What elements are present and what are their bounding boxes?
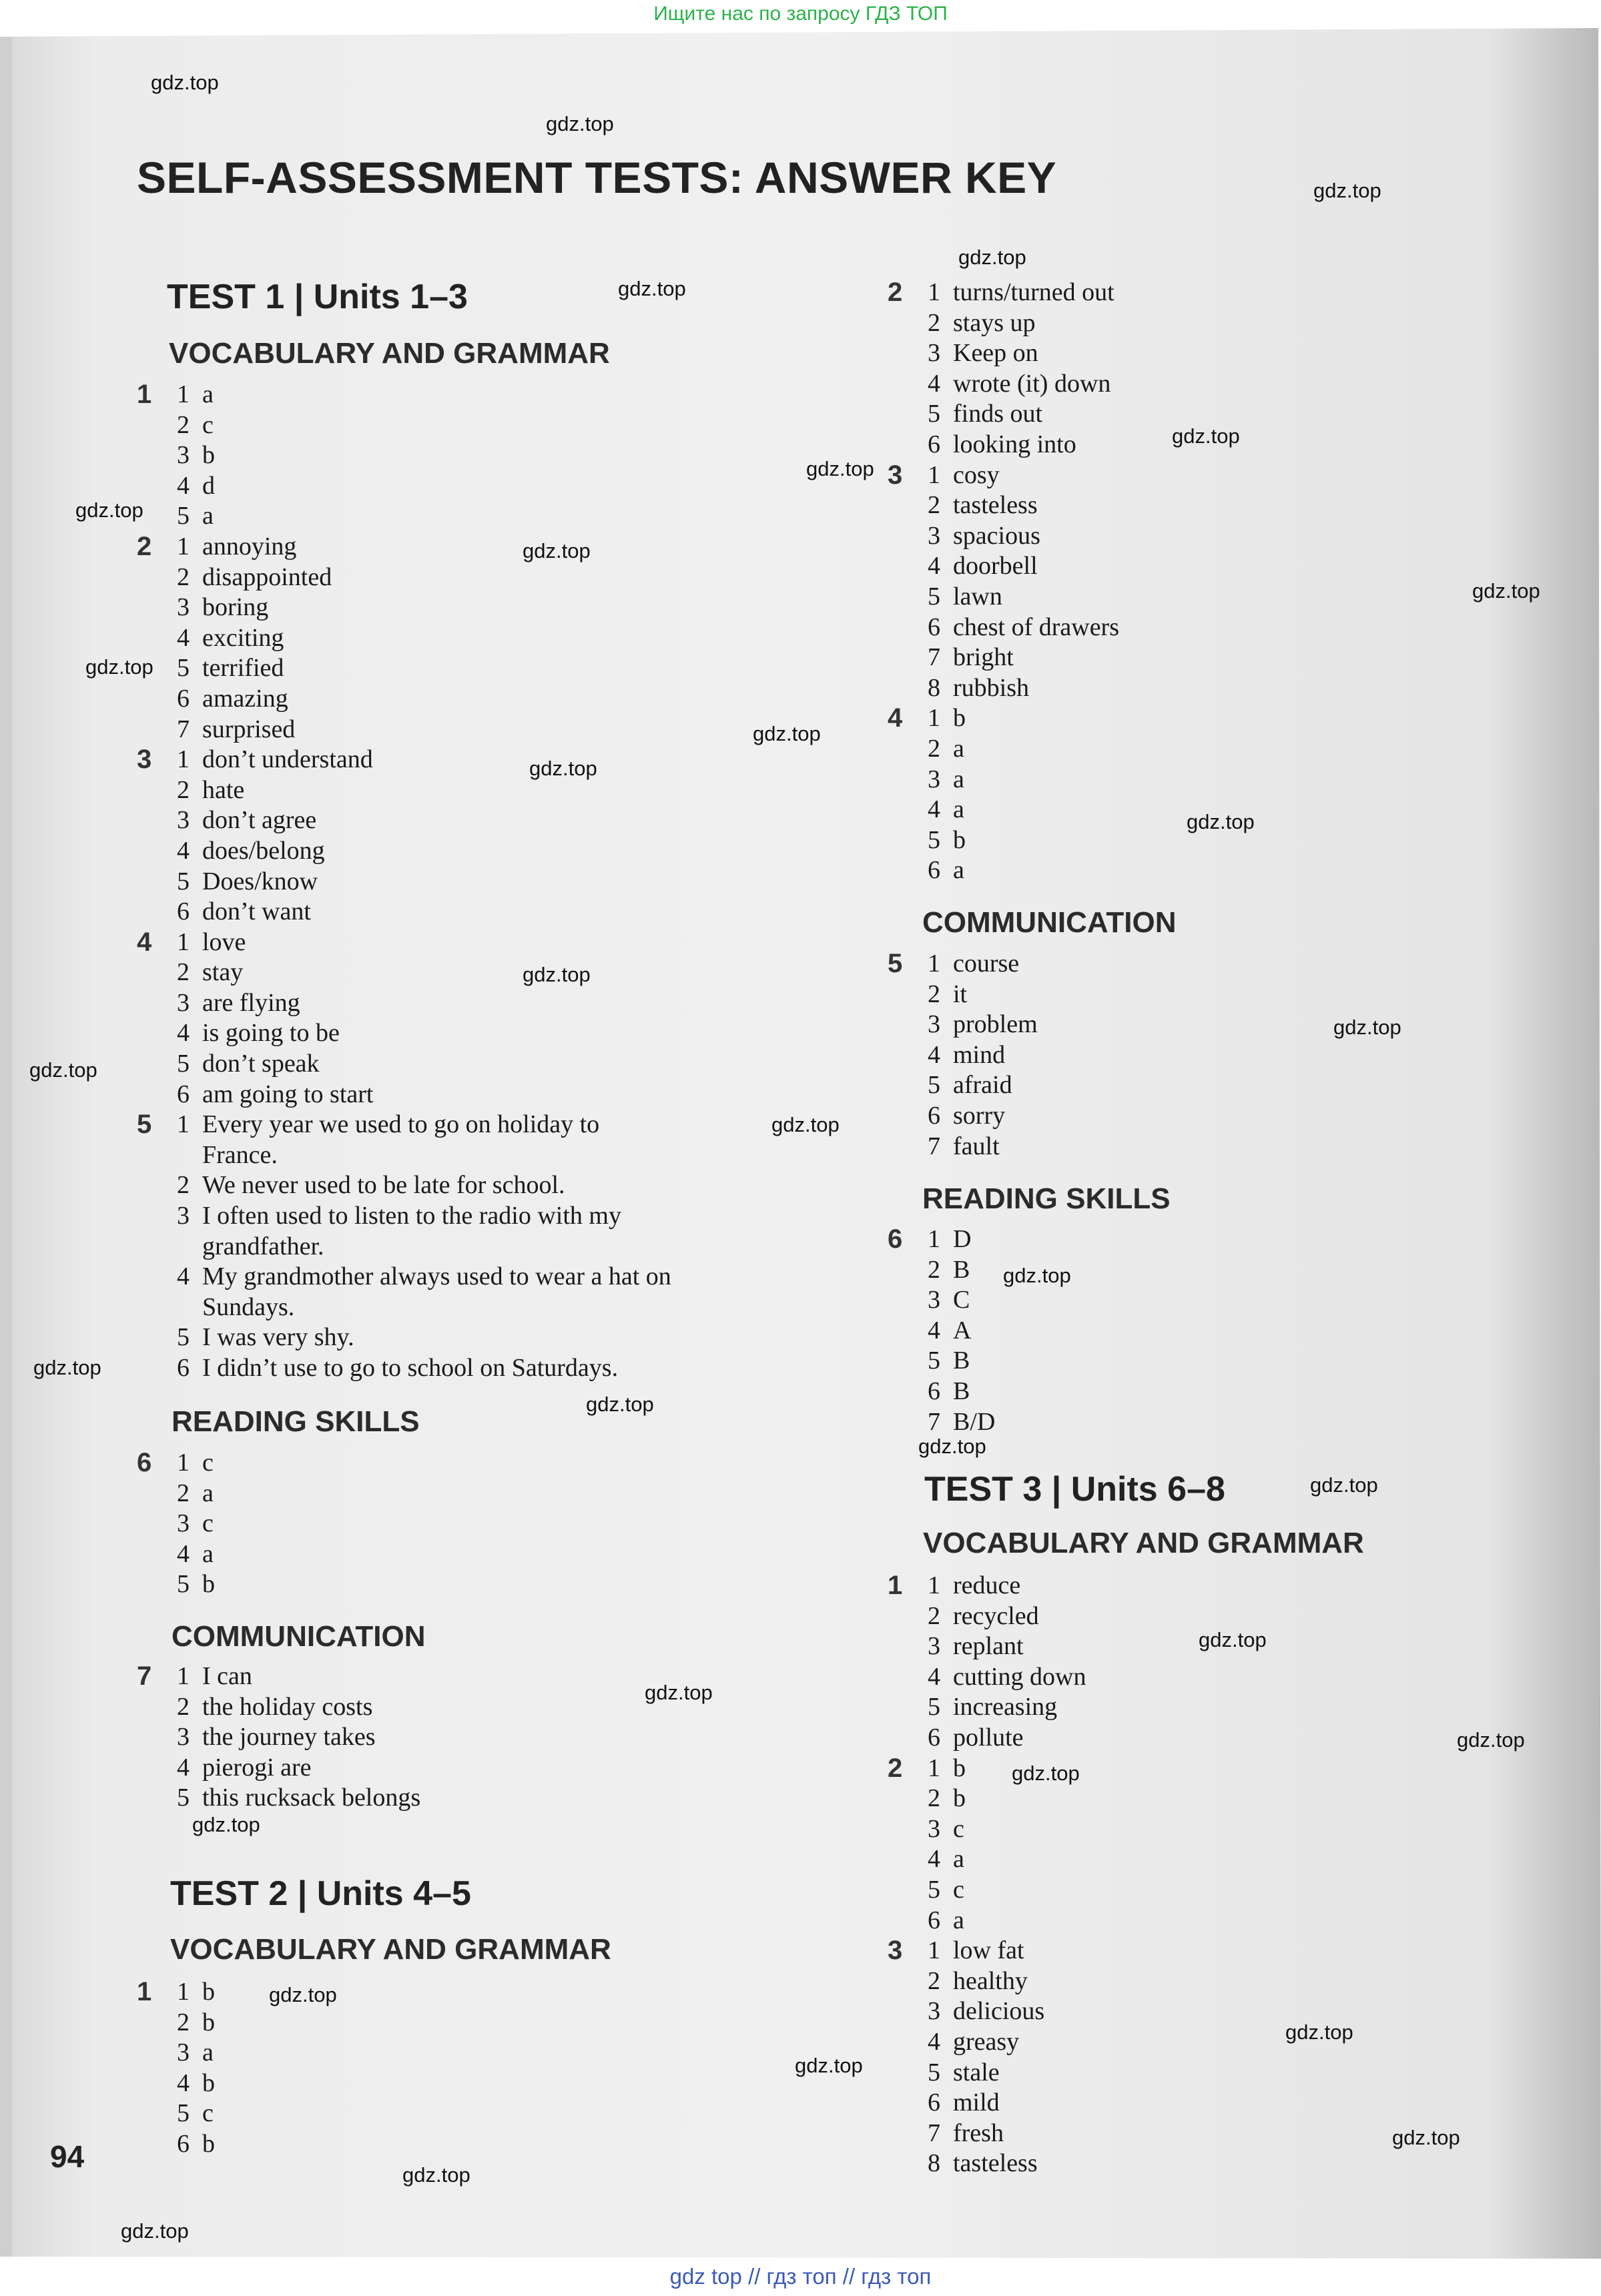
watermark: gdz.top: [1392, 2126, 1460, 2149]
answer-text: reduce: [953, 1571, 1021, 1599]
watermark: gdz.top: [586, 1393, 654, 1416]
item-number: 1: [928, 1754, 940, 1782]
item-number: 3: [177, 441, 190, 470]
item-number: 2: [177, 410, 190, 439]
item-number: 6: [928, 856, 940, 885]
item-number: 6: [928, 430, 940, 458]
item-number: 5: [928, 2058, 940, 2086]
item-number: 6: [177, 684, 190, 713]
question-number: 2: [137, 531, 152, 561]
answer-text: b: [202, 1570, 215, 1599]
answer-text: surprised: [202, 715, 296, 743]
item-number: 3: [177, 2038, 190, 2067]
watermark: gdz.top: [1199, 1628, 1267, 1651]
answer-text: is going to be: [202, 1019, 340, 1048]
answer-text: stays up: [953, 308, 1036, 337]
item-number: 2: [928, 1255, 940, 1284]
item-number: 1: [928, 460, 940, 489]
item-number: 7: [177, 715, 190, 743]
question-number: 5: [137, 1110, 152, 1140]
item-number: 2: [177, 2008, 190, 2036]
item-number: 3: [928, 1632, 940, 1661]
item-number: 1: [177, 1662, 190, 1690]
answer-text: a: [953, 765, 964, 793]
watermark: gdz.top: [546, 112, 614, 135]
item-number: 4: [177, 2068, 190, 2097]
answer-text: a: [953, 1906, 964, 1934]
item-number: 5: [928, 582, 940, 611]
test1-vocab-heading: VOCABULARY AND GRAMMAR: [169, 337, 610, 370]
answer-text: does/belong: [202, 836, 325, 865]
item-number: 2: [928, 1601, 940, 1630]
item-number: 5: [177, 867, 190, 895]
item-number: 4: [928, 1662, 940, 1691]
item-number: 4: [928, 1040, 940, 1069]
watermark: gdz.top: [618, 277, 686, 300]
question-number: 4: [888, 703, 903, 733]
question-number: 3: [888, 460, 903, 490]
answer-text: fresh: [953, 2119, 1004, 2147]
item-number: 5: [928, 1071, 940, 1100]
item-number: 7: [928, 1132, 940, 1160]
answer-text: are flying: [202, 988, 300, 1017]
item-number: 2: [177, 1479, 190, 1507]
page-number: 94: [50, 2139, 85, 2174]
item-number: 6: [928, 1377, 940, 1405]
answer-text: a: [202, 1539, 214, 1568]
item-number: 4: [928, 1316, 940, 1345]
item-number: 1: [928, 1936, 940, 1965]
answer-text: boring: [202, 593, 269, 622]
answer-text: increasing: [953, 1693, 1058, 1721]
answer-text: I was very shy.: [202, 1323, 354, 1352]
answer-text: A: [953, 1316, 972, 1345]
answer-text: course: [953, 949, 1020, 978]
item-number: 4: [928, 2027, 940, 2056]
watermark: gdz.top: [1172, 424, 1240, 448]
item-number: 1: [177, 1449, 190, 1477]
answer-text: mind: [953, 1040, 1006, 1069]
item-number: 3: [177, 593, 190, 622]
item-number: 7: [928, 643, 940, 672]
item-number: 3: [177, 1509, 190, 1538]
item-number: 1: [928, 704, 940, 733]
watermark: gdz.top: [269, 1983, 337, 2006]
answer-text: stale: [953, 2058, 1000, 2086]
item-number: 5: [928, 1693, 940, 1721]
answer-text: mild: [953, 2088, 1000, 2117]
answer-text: c: [953, 1814, 964, 1843]
item-number: 3: [928, 1997, 940, 2026]
answer-text: c: [202, 1509, 214, 1538]
item-number: 2: [928, 980, 940, 1008]
item-number: 3: [928, 1286, 940, 1314]
test1-communication-heading: COMMUNICATION: [172, 1620, 426, 1653]
answer-text: fault: [953, 1132, 1000, 1160]
answer-text: We never used to be late for school.: [202, 1171, 565, 1200]
answer-text: B: [953, 1377, 970, 1405]
top-banner[interactable]: Ищите нас по запросу ГДЗ ТОП: [653, 3, 948, 25]
answer-text: c: [953, 1875, 964, 1904]
answer-text: turns/turned out: [953, 278, 1114, 306]
answer-text: Every year we used to go on holiday to: [202, 1110, 600, 1139]
item-number: 6: [928, 1906, 940, 1934]
item-number: 2: [928, 491, 940, 520]
answer-text: it: [953, 980, 968, 1008]
item-number: 8: [928, 673, 940, 702]
item-number: 3: [177, 1202, 190, 1230]
answer-text: afraid: [953, 1071, 1012, 1100]
item-number: 4: [928, 795, 940, 824]
item-number: 8: [928, 2149, 940, 2178]
answer-text: exciting: [202, 623, 284, 652]
answer-text: D: [953, 1225, 972, 1253]
item-number: 1: [928, 278, 940, 306]
test1-reading-heading: READING SKILLS: [172, 1405, 420, 1438]
answer-text: a: [953, 795, 964, 824]
watermark: gdz.top: [1285, 2020, 1353, 2044]
answer-text: c: [202, 2099, 214, 2128]
answer-text: c: [202, 410, 214, 439]
answer-text: pierogi are: [202, 1753, 312, 1782]
answer-text: b: [202, 1978, 215, 2006]
watermark: gdz.top: [771, 1113, 840, 1136]
answer-text: a: [953, 1845, 964, 1874]
test1-title: TEST 1 | Units 1–3: [167, 278, 468, 316]
answer-text: tasteless: [953, 491, 1038, 520]
answer-text: I often used to listen to the radio with my: [202, 1202, 621, 1230]
item-number: 2: [177, 1692, 190, 1721]
answer-text: this rucksack belongs: [202, 1784, 421, 1812]
watermark: gdz.top: [1310, 1473, 1378, 1497]
answer-text: France.: [202, 1140, 278, 1169]
answer-text: terrified: [202, 654, 284, 683]
question-number: 3: [888, 1936, 903, 1966]
test2-reading-heading: READING SKILLS: [922, 1182, 1171, 1215]
answer-text: the journey takes: [202, 1723, 376, 1752]
question-number: 3: [137, 745, 152, 775]
item-number: 3: [177, 1723, 190, 1752]
answer-text: rubbish: [953, 673, 1029, 702]
answer-text: B: [953, 1255, 970, 1284]
item-number: 6: [928, 2088, 940, 2117]
answer-text: recycled: [953, 1601, 1039, 1630]
item-number: 4: [177, 1262, 190, 1291]
item-number: 2: [928, 308, 940, 337]
answer-text: hate: [202, 775, 245, 804]
answer-text: Sundays.: [202, 1292, 295, 1321]
answer-text: I didn’t use to go to school on Saturdays.: [202, 1354, 619, 1382]
page-title: SELF-ASSESSMENT TESTS: ANSWER KEY: [137, 153, 1057, 202]
item-number: 1: [177, 532, 190, 560]
watermark: gdz.top: [192, 1813, 260, 1836]
item-number: 6: [177, 897, 190, 926]
watermark: gdz.top: [151, 71, 219, 94]
answer-text: b: [202, 2008, 215, 2036]
watermark: gdz.top: [33, 1356, 101, 1379]
item-number: 5: [928, 1347, 940, 1375]
answer-text: finds out: [953, 400, 1043, 428]
answer-text: Does/know: [202, 867, 318, 895]
watermark: gdz.top: [85, 655, 153, 679]
item-number: 1: [177, 1110, 190, 1139]
item-number: 4: [177, 1753, 190, 1782]
answer-text: b: [953, 1754, 966, 1782]
watermark: gdz.top: [1003, 1264, 1071, 1287]
answer-text: a: [202, 380, 214, 408]
item-number: 4: [928, 552, 940, 581]
item-number: 2: [177, 775, 190, 804]
answer-text: amazing: [202, 684, 288, 713]
item-number: 3: [177, 806, 190, 835]
item-number: 2: [928, 1784, 940, 1813]
test2-vocab-heading: VOCABULARY AND GRAMMAR: [170, 1933, 611, 1966]
test2-title: TEST 2 | Units 4–5: [170, 1874, 471, 1913]
watermark: gdz.top: [645, 1681, 713, 1704]
item-number: 5: [928, 825, 940, 854]
item-number: 5: [177, 1323, 190, 1352]
item-number: 6: [177, 1080, 190, 1108]
answer-text: pollute: [953, 1723, 1024, 1752]
answer-text: c: [202, 1449, 214, 1477]
item-number: 3: [928, 1814, 940, 1843]
item-number: 6: [177, 1354, 190, 1382]
item-number: 5: [177, 1784, 190, 1812]
answer-text: replant: [953, 1632, 1024, 1661]
item-number: 1: [928, 1225, 940, 1253]
item-number: 2: [928, 1966, 940, 1995]
answer-text: disappointed: [202, 562, 332, 591]
answer-text: don’t speak: [202, 1050, 320, 1078]
item-number: 6: [928, 613, 940, 641]
watermark: gdz.top: [402, 2163, 470, 2187]
answer-text: delicious: [953, 1997, 1045, 2026]
watermark: gdz.top: [795, 2054, 863, 2077]
watermark: gdz.top: [75, 498, 143, 522]
item-number: 6: [928, 1101, 940, 1130]
answer-text: looking into: [953, 430, 1076, 458]
answer-text: b: [202, 2129, 215, 2158]
item-number: 3: [928, 339, 940, 368]
item-number: 2: [177, 958, 190, 987]
answer-text: tasteless: [953, 2149, 1038, 2178]
answer-text: love: [202, 927, 246, 956]
answer-text: problem: [953, 1010, 1038, 1039]
watermark: gdz.top: [806, 457, 874, 480]
answer-text: grandfather.: [202, 1232, 324, 1260]
watermark: gdz.top: [1187, 810, 1255, 833]
question-number: 5: [888, 949, 903, 978]
answer-text: am going to start: [202, 1080, 374, 1108]
item-number: 7: [928, 2119, 940, 2147]
watermark: gdz.top: [523, 539, 591, 562]
item-number: 7: [928, 1407, 940, 1436]
answer-text: the holiday costs: [202, 1692, 373, 1721]
answer-text: B: [953, 1347, 970, 1375]
item-number: 5: [177, 654, 190, 683]
question-number: 7: [137, 1661, 152, 1691]
answer-text: wrote (it) down: [953, 369, 1111, 398]
item-number: 5: [177, 2099, 190, 2128]
answer-text: B/D: [953, 1407, 996, 1436]
answer-text: sorry: [953, 1101, 1006, 1130]
item-number: 6: [177, 2129, 190, 2158]
question-number: 1: [137, 380, 152, 409]
watermark: gdz.top: [523, 963, 591, 986]
watermark: gdz.top: [918, 1435, 986, 1458]
watermark: gdz.top: [29, 1058, 97, 1082]
answer-text: spacious: [953, 521, 1040, 550]
item-number: 4: [177, 623, 190, 652]
watermark: gdz.top: [121, 2219, 189, 2243]
answer-text: d: [202, 471, 215, 500]
item-number: 1: [928, 1571, 940, 1599]
item-number: 1: [177, 380, 190, 408]
answer-text: I can: [202, 1662, 252, 1690]
answer-text: annoying: [202, 532, 297, 560]
watermark: gdz.top: [1457, 1728, 1525, 1752]
item-number: 3: [928, 765, 940, 793]
item-number: 5: [928, 1875, 940, 1904]
item-number: 5: [928, 400, 940, 428]
answer-text: don’t understand: [202, 745, 373, 774]
watermark: gdz.top: [529, 757, 597, 780]
item-number: 1: [928, 949, 940, 978]
answer-text: low fat: [953, 1936, 1024, 1965]
question-number: 4: [137, 927, 152, 957]
watermark: gdz.top: [1012, 1762, 1080, 1785]
watermark: gdz.top: [753, 722, 821, 745]
answer-text: My grandmother always used to wear a hat on: [202, 1262, 671, 1291]
answer-text: stay: [202, 958, 244, 987]
item-number: 4: [928, 369, 940, 398]
item-number: 1: [177, 745, 190, 774]
test3-vocab-heading: VOCABULARY AND GRAMMAR: [923, 1527, 1364, 1559]
test2-communication-heading: COMMUNICATION: [922, 906, 1177, 939]
item-number: 5: [177, 1050, 190, 1078]
answer-text: b: [953, 1784, 966, 1813]
item-number: 2: [177, 562, 190, 591]
answer-text: a: [953, 734, 964, 763]
item-number: 1: [177, 1978, 190, 2006]
test3-title: TEST 3 | Units 6–8: [924, 1470, 1225, 1509]
bottom-banner[interactable]: gdz top // гдз топ // гдз топ: [669, 2264, 932, 2289]
answer-text: doorbell: [953, 552, 1038, 581]
answer-text: C: [953, 1286, 970, 1314]
item-number: 1: [177, 927, 190, 956]
item-number: 2: [928, 734, 940, 763]
item-number: 4: [928, 1845, 940, 1874]
item-number: 6: [928, 1723, 940, 1752]
answer-text: a: [202, 1479, 214, 1507]
item-number: 3: [177, 988, 190, 1017]
answer-text: b: [953, 825, 966, 854]
question-number: 6: [137, 1448, 152, 1477]
watermark: gdz.top: [1313, 179, 1381, 202]
item-number: 4: [177, 1539, 190, 1568]
answer-text: a: [202, 502, 214, 530]
question-number: 2: [888, 278, 903, 307]
item-number: 4: [177, 471, 190, 500]
answer-text: a: [953, 856, 964, 885]
answer-text: a: [202, 2038, 214, 2067]
answer-text: Keep on: [953, 339, 1038, 368]
item-number: 5: [177, 1570, 190, 1599]
question-number: 2: [888, 1753, 903, 1783]
answer-text: don’t want: [202, 897, 311, 926]
answer-text: healthy: [953, 1966, 1028, 1995]
item-number: 4: [177, 1019, 190, 1048]
question-number: 6: [888, 1224, 903, 1254]
answer-text: cosy: [953, 460, 1000, 489]
item-number: 3: [928, 1010, 940, 1039]
answer-text: b: [202, 441, 215, 470]
item-number: 4: [177, 836, 190, 865]
item-number: 3: [928, 521, 940, 550]
answer-text: b: [202, 2068, 215, 2097]
watermark: gdz.top: [958, 246, 1026, 269]
question-number: 1: [888, 1571, 903, 1600]
answer-text: cutting down: [953, 1662, 1086, 1691]
answer-text: b: [953, 704, 966, 733]
watermark: gdz.top: [1472, 579, 1540, 603]
item-number: 5: [177, 502, 190, 530]
answer-text: don’t agree: [202, 806, 317, 835]
answer-text: lawn: [953, 582, 1002, 611]
item-number: 2: [177, 1171, 190, 1200]
answer-text: bright: [953, 643, 1014, 672]
question-number: 1: [137, 1977, 152, 2006]
answer-text: greasy: [953, 2027, 1020, 2056]
answer-text: chest of drawers: [953, 613, 1120, 641]
watermark: gdz.top: [1333, 1016, 1401, 1039]
